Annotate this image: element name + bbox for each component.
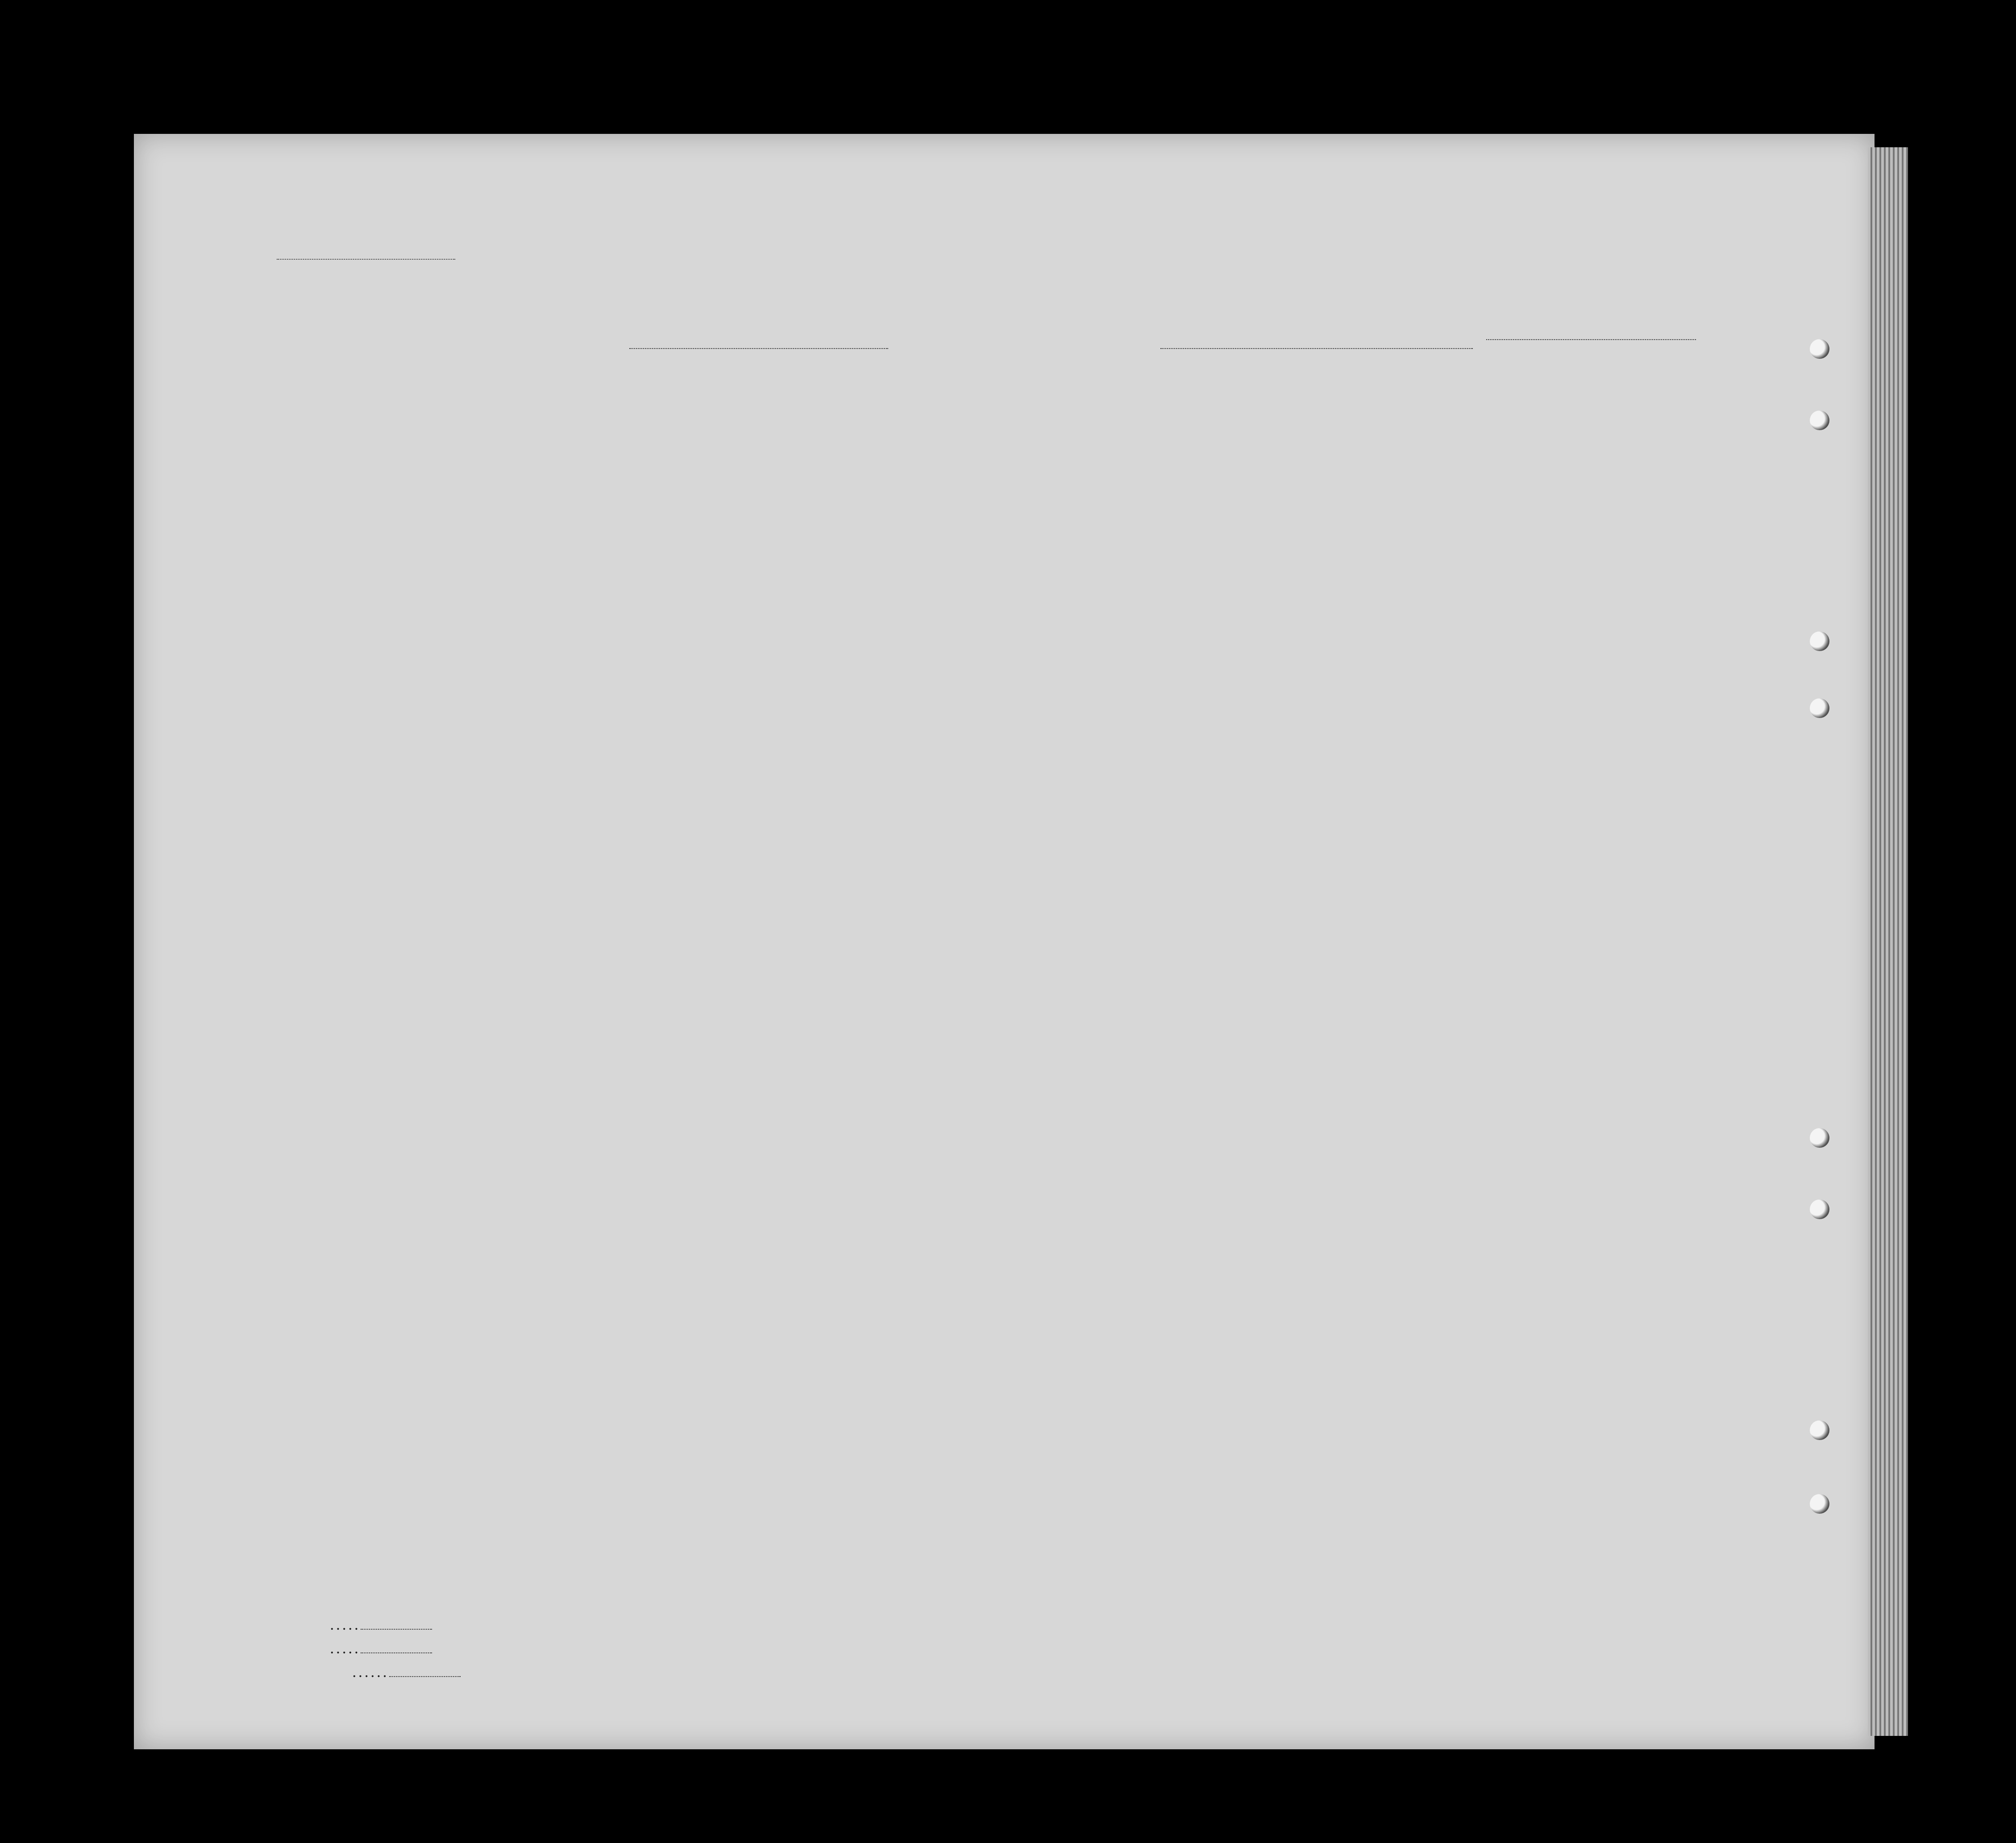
binder-hole xyxy=(1810,698,1829,718)
binder-hole xyxy=(1810,1200,1829,1219)
binder-hole xyxy=(1810,631,1829,651)
binder-hole xyxy=(1810,1128,1829,1148)
list-number-line xyxy=(277,259,455,260)
date-line xyxy=(1486,339,1696,340)
ship-line xyxy=(629,348,888,349)
binder-hole xyxy=(1810,1494,1829,1514)
footer-us-citizens: ..... xyxy=(330,1644,432,1656)
footer-total-passengers: ..... xyxy=(330,1621,432,1632)
binder-hole xyxy=(1810,339,1829,359)
binder-hole xyxy=(1810,411,1829,430)
binder-hole xyxy=(1810,1420,1829,1440)
port-line xyxy=(1160,348,1473,349)
footer-aliens: ...... xyxy=(353,1668,461,1680)
